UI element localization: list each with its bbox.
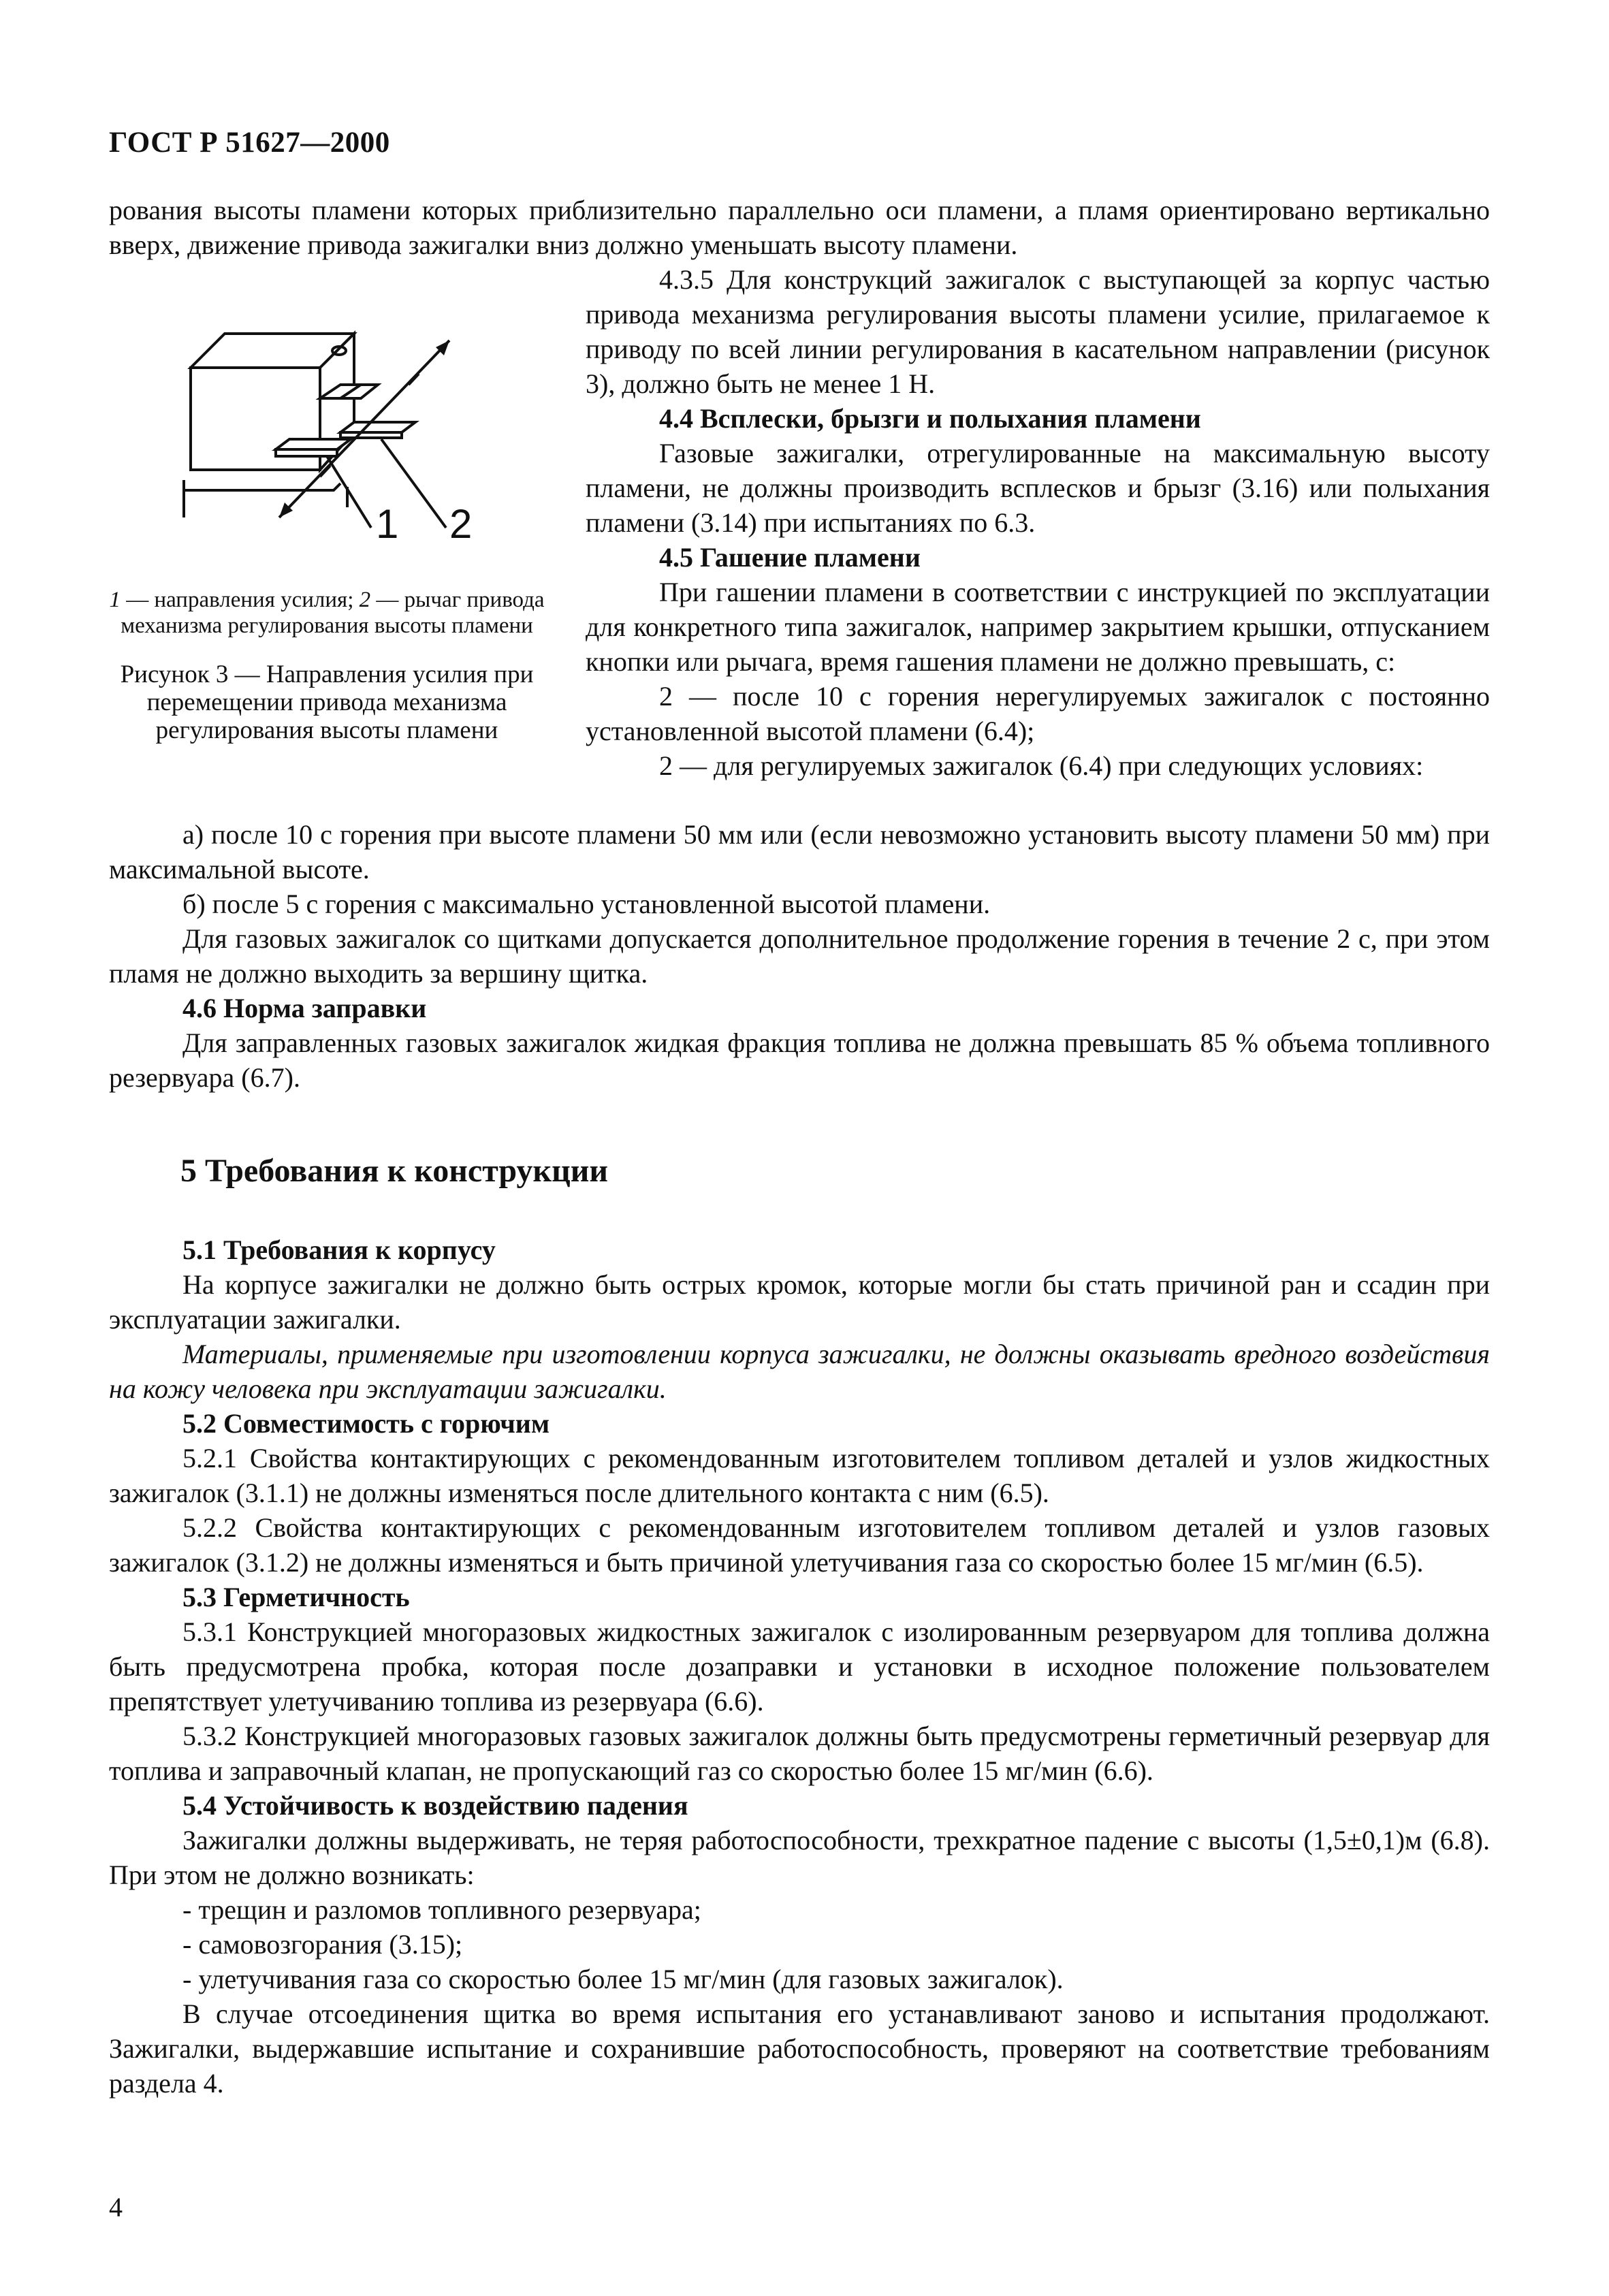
paragraph-4-6: Для заправленных газовых зажигалок жидкая фракция топлива не должна превышать 85 % объема топливного резервуара (6.7). bbox=[109, 1027, 1490, 1093]
legend-text-2: — рычаг привода механизма регулирования высоты пламени bbox=[121, 588, 545, 638]
paragraph-b: б) после 5 с горения с максимально установленной высотой пламени. bbox=[182, 889, 991, 919]
right-column bbox=[586, 262, 1490, 783]
document-header: ГОСТ Р 51627—2000 bbox=[109, 127, 390, 159]
heading-4-4: 4.4 Всплески, брызги и полыхания пламени bbox=[659, 403, 1201, 434]
heading-4-6: 4.6 Норма заправки bbox=[182, 993, 427, 1023]
section-5-body bbox=[109, 1232, 1490, 2101]
paragraph-5-2-2: 5.2.2 Свойства контактирующих с рекомендованным изготовителем топливом деталей и узлов газовых зажигалок (3.1.2) не должны изменяться и быть причиной улетучивания газа со скоростью более 15 мг/мин (6.5). bbox=[109, 1512, 1490, 1578]
paragraph-5-4-b: В случае отсоединения щитка во время испытания его устанавливают заново и испытания продолжают. Зажигалки, выдержавшие испытание и сохранившие работоспособность, проверяют на соответствие требованиям раздела 4. bbox=[109, 1998, 1490, 2099]
paragraph-5-3-2: 5.3.2 Конструкцией многоразовых газовых зажигалок должны быть предусмотрены герметичный резервуар для топлива и заправочный клапан, не пропускающий газ со скоростью более 15 мг/мин (6.6). bbox=[109, 1721, 1490, 1786]
figure-3 bbox=[109, 320, 552, 744]
heading-5-4: 5.4 Устойчивость к воздействию падения bbox=[182, 1790, 688, 1821]
continuation-block bbox=[109, 817, 1490, 1095]
paragraph: рования высоты пламени которых приблизительно параллельно оси пламени, а пламя ориентировано вертикально вверх, движение привода зажигалки вниз должно уменьшать высоту пламени. bbox=[109, 195, 1490, 260]
page-number: 4 bbox=[109, 2192, 123, 2222]
legend-text-1: — направления усилия; bbox=[120, 588, 360, 612]
paragraph-4-5: При гашении пламени в соответствии с инструкцией по эксплуатации для конкретного типа зажигалок, например закрытием крышки, отпусканием кнопки или рычага, время гашения пламени не должно превышать, с: bbox=[586, 577, 1490, 677]
diagram-label-2: 2 bbox=[449, 501, 473, 545]
legend-number-1: 1 bbox=[109, 588, 121, 612]
paragraph-5-4: Зажигалки должны выдерживать, не теряя работоспособности, трехкратное падение с высоты (1,5±0,1)м (6.8). При этом не должно возникать: bbox=[109, 1825, 1490, 1890]
heading-5-2: 5.2 Совместимость с горючим bbox=[182, 1408, 550, 1439]
paragraph-4-3-5: 4.3.5 Для конструкций зажигалок с выступающей за корпус частью привода механизма регулирования высоты пламени усилие, прилагаемое к приводу по всей линии регулирования в касательном направлении (рисунок 3), должно быть не менее 1 Н. bbox=[586, 264, 1490, 399]
paragraph-5-1-italic: Материалы, применяемые при изготовлении корпуса зажигалки, не должны оказывать вредного воздействия на кожу человека при эксплуатации зажигалки. bbox=[109, 1339, 1490, 1404]
figure-caption: Рисунок 3 — Направления усилия при перемещении привода механизма регулирования высоты пламени bbox=[120, 660, 534, 744]
paragraph-5-1: На корпусе зажигалки не должно быть острых кромок, которые могли бы стать причиной ран и ссадин при эксплуатации зажигалки. bbox=[109, 1269, 1490, 1335]
paragraph-4-5-item-1: 2 — после 10 с горения нерегулируемых зажигалок с постоянно установленной высотой пламени (6.4); bbox=[586, 681, 1490, 746]
diagram-label-1: 1 bbox=[376, 501, 399, 545]
paragraph-5-2-1: 5.2.1 Свойства контактирующих с рекомендованным изготовителем топливом деталей и узлов жидкостных зажигалок (3.1.1) не должны изменяться после длительного контакта с ним (6.5). bbox=[109, 1443, 1490, 1508]
paragraph-5-3-1: 5.3.1 Конструкцией многоразовых жидкостных зажигалок с изолированным резервуаром для топлива должна быть предусмотрена пробка, которая после дозаправки и установки в исходное положение пользователем препятствует улетучиванию топлива из резервуара (6.6). bbox=[109, 1616, 1490, 1717]
legend-number-2: 2 bbox=[359, 588, 371, 612]
paragraph-4-5-item-2: 2 — для регулируемых зажигалок (6.4) при следующих условиях: bbox=[659, 750, 1424, 781]
list-item: - самовозгорания (3.15); bbox=[182, 1929, 463, 1960]
paragraph-shields: Для газовых зажигалок со щитками допускается дополнительное продолжение горения в течение 2 с, при этом пламя не должно выходить за вершину щитка. bbox=[109, 923, 1490, 989]
paragraph-a: а) после 10 с горения при высоте пламени 50 мм или (если невозможно установить высоту пламени 50 мм) при максимальной высоте. bbox=[109, 819, 1490, 884]
figure-legend bbox=[109, 587, 545, 639]
paragraph-4-4: Газовые зажигалки, отрегулированные на максимальную высоту пламени, не должны производить всплесков и брызг (3.16) или полыхания пламени (3.14) при испытаниях по 6.3. bbox=[586, 438, 1490, 538]
list-item: - улетучивания газа со скоростью более 15 мг/мин (для газовых зажигалок). bbox=[182, 1964, 1064, 1994]
heading-4-5: 4.5 Гашение пламени bbox=[659, 542, 921, 573]
lighter-diagram bbox=[177, 320, 558, 545]
heading-5-1: 5.1 Требования к корпусу bbox=[182, 1234, 496, 1265]
section-5-title: 5 Требования к конструкции bbox=[180, 1153, 609, 1189]
top-paragraph-block bbox=[109, 193, 1490, 262]
heading-5-3: 5.3 Герметичность bbox=[182, 1582, 410, 1612]
list-item: - трещин и разломов топливного резервуара; bbox=[182, 1894, 701, 1925]
